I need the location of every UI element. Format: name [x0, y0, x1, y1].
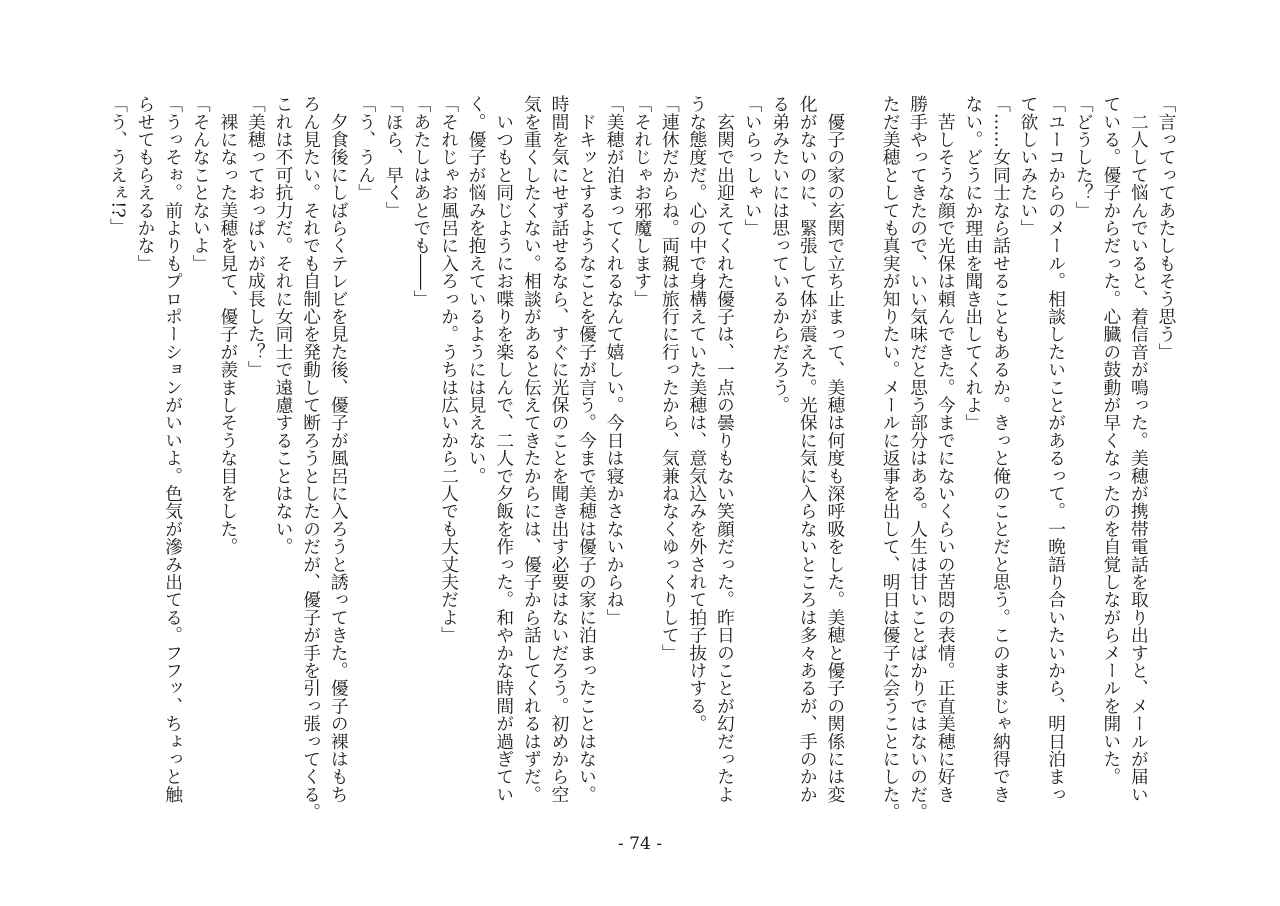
text-line: 裸になった美穂を見て、優子が羨ましそうな目をした。 [217, 95, 238, 556]
text-line: 夕食後にしばらくテレビを見た後、優子が風呂に入ろうと誘ってきた。優子の裸はもち [328, 95, 349, 803]
text-line: 苦しそうな顔で光保は頼んできた。今までにないくらいの苦悶の表情。正直美穂に好き [935, 95, 956, 803]
text-line: 「ほら、早く」 [383, 95, 404, 219]
text-line: 「連休だからね。両親は旅行に行ったから、気兼ねなくゆっくりして」 [659, 95, 680, 662]
text-line: 玄関で出迎えてくれた優子は、一点の曇りもない笑顔だった。昨日のことが幻だったよ [714, 95, 735, 803]
text-line: 時間を気にせず話せるなら、すぐに光保のことを聞き出す必要はないだろう。初めから空 [548, 95, 569, 803]
text-line: く。優子が悩みを抱えているようには見えない。 [466, 95, 487, 485]
text-line: ただ美穂としても真実が知りたい。メールに返事を出して、明日は優子に会うことにした。 [880, 95, 901, 821]
text-line: 「それじゃお風呂に入ろっか。うちは広いから二人でも大丈夫だよ」 [438, 95, 459, 644]
text-line: 化がないのに、緊張して体が震えた。光保に気に入らないところは多々あるが、手のかか [797, 95, 818, 803]
text-line: 「美穂が泊まってくれるなんて嬉しい。今日は寝かさないからね」 [604, 95, 625, 626]
text-line: 「ユーコからのメール。相談したいことがあるって。一晩語り合いたいから、明日泊まっ [1045, 95, 1066, 803]
text-line: る弟みたいには思っているからだろう。 [769, 95, 790, 414]
text-line: ない。どうにか理由を聞き出してくれよ」 [962, 95, 983, 432]
text-line [848, 95, 876, 815]
text-line: 「う、うえぇ!?」 [107, 95, 128, 236]
text-line: ドキッとするようなことを優子が言う。今まで美穂は優子の家に泊まったことはない。 [576, 95, 597, 803]
text-line: らせてもらえるかな」 [135, 95, 156, 272]
text-line: ている。優子からだった。心臓の鼓動が早くなったのを自覚しながらメールを開いた。 [1100, 95, 1121, 786]
text-line: 「うっそぉ。前よりもプロポーションがいいよ。色気が滲み出てる。フフッ、ちょっと触 [162, 95, 183, 803]
text-line: 「そんなことないよ」 [190, 95, 211, 272]
text-line: て欲しいみたい」 [1018, 95, 1039, 237]
text-line: 「どうした？」 [1073, 95, 1094, 219]
text-line: 「いらっしゃい」 [742, 95, 763, 237]
text-line: これは不可抗力だ。それに女同士で遠慮することはない。 [273, 95, 293, 556]
text-line: 「それじゃお邪魔します」 [631, 95, 652, 308]
page-number: - 74 - [618, 834, 662, 854]
text-line: 「美穂っておっぱいが成長した？」 [245, 95, 266, 379]
body-text [103, 95, 1179, 821]
text-line: 二人して悩んでいると、着信音が鳴った。美穂が携帯電話を取り出すと、メールが届い [1128, 95, 1149, 803]
text-line: うな態度だ。心の中で身構えていた美穂は、意気込みを外されて拍子抜けする。 [686, 95, 707, 733]
text-line: いつもと同じようにお喋りを楽しんで、二人で夕飯を作った。和やかな時間が過ぎてい [493, 95, 514, 803]
text-line: ろん見たい。それでも自制心を発動して断ろうとしたのだが、優子が手を引っ張ってくる。 [300, 95, 321, 821]
text-line: 「あたしはあとでも――」 [410, 95, 431, 308]
text-line: 勝手やってきたので、いい気味だと思う部分はある。人生は甘いことばかりではないのだ。 [907, 95, 928, 821]
text-line: 優子の家の玄関で立ち止まって、美穂は何度も深呼吸をした。美穂と優子の関係には変 [824, 95, 845, 803]
text-line: 気を重くしたくない。相談があると伝えてきたからには、優子から話してくれるはずだ。 [521, 95, 542, 803]
text-line: 「……女同士なら話せることもあるか。きっと俺のことだと思う。このままじゃ納得でき [990, 95, 1011, 803]
text-line: 「う、うん」 [355, 95, 376, 202]
text-line: 「言ってってあたしもそう思う」 [1156, 95, 1176, 361]
